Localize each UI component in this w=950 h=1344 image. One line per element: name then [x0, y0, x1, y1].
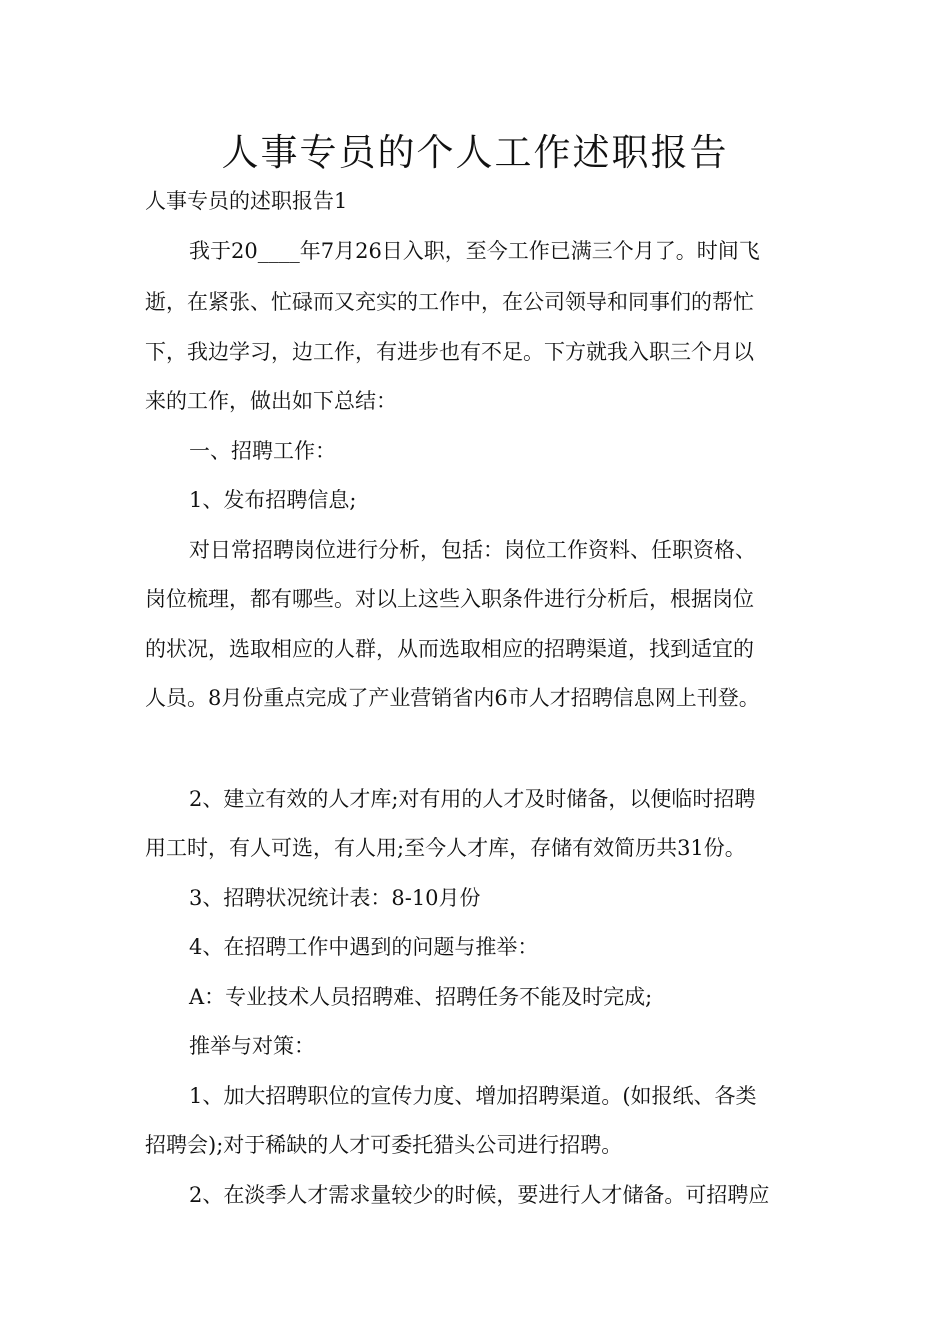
list-item-line: 4、在招聘工作中遇到的问题与推举：	[189, 935, 539, 959]
paragraph-line: 下，我边学习，边工作，有进步也有不足。下方就我入职三个月以	[145, 340, 754, 364]
section-heading: 人事专员的述职报告1	[145, 189, 348, 213]
paragraph-line: 招聘会);对于稀缺的人才可委托猎头公司进行招聘。	[145, 1133, 623, 1157]
list-item-line: 3、招聘状况统计表：8-10月份	[189, 886, 481, 910]
paragraph-line: 人员。8月份重点完成了产业营销省内6市人才招聘信息网上刊登。	[145, 686, 760, 710]
paragraph-line: 来的工作，做出如下总结：	[145, 389, 397, 413]
subheading-line: 一、招聘工作：	[189, 439, 336, 463]
list-item-line: 2、建立有效的人才库;对有用的人才及时储备，以便临时招聘	[189, 787, 756, 811]
list-item-line: 1、发布招聘信息;	[189, 488, 357, 512]
document-title: 人事专员的个人工作述职报告	[221, 131, 729, 174]
subheading-line: 推举与对策：	[189, 1034, 315, 1058]
paragraph-line: 用工时，有人可选，有人用;至今人才库，存储有效简历共31份。	[145, 836, 746, 860]
list-item-line: 1、加大招聘职位的宣传力度、增加招聘渠道。(如报纸、各类	[189, 1084, 757, 1108]
paragraph-line: 逝，在紧张、忙碌而又充实的工作中，在公司领导和同事们的帮忙	[145, 290, 754, 314]
list-item-line: 2、在淡季人才需求量较少的时候，要进行人才储备。可招聘应	[189, 1183, 770, 1207]
paragraph-line: 我于20____年7月26日入职，至今工作已满三个月了。时间飞	[189, 239, 760, 263]
paragraph-line: 对日常招聘岗位进行分析，包括：岗位工作资料、任职资格、	[189, 538, 756, 562]
list-item-line: A：专业技术人员招聘难、招聘任务不能及时完成;	[189, 985, 653, 1009]
paragraph-line: 的状况，选取相应的人群，从而选取相应的招聘渠道，找到适宜的	[145, 637, 754, 661]
paragraph-line: 岗位梳理，都有哪些。对以上这些入职条件进行分析后，根据岗位	[145, 587, 754, 611]
